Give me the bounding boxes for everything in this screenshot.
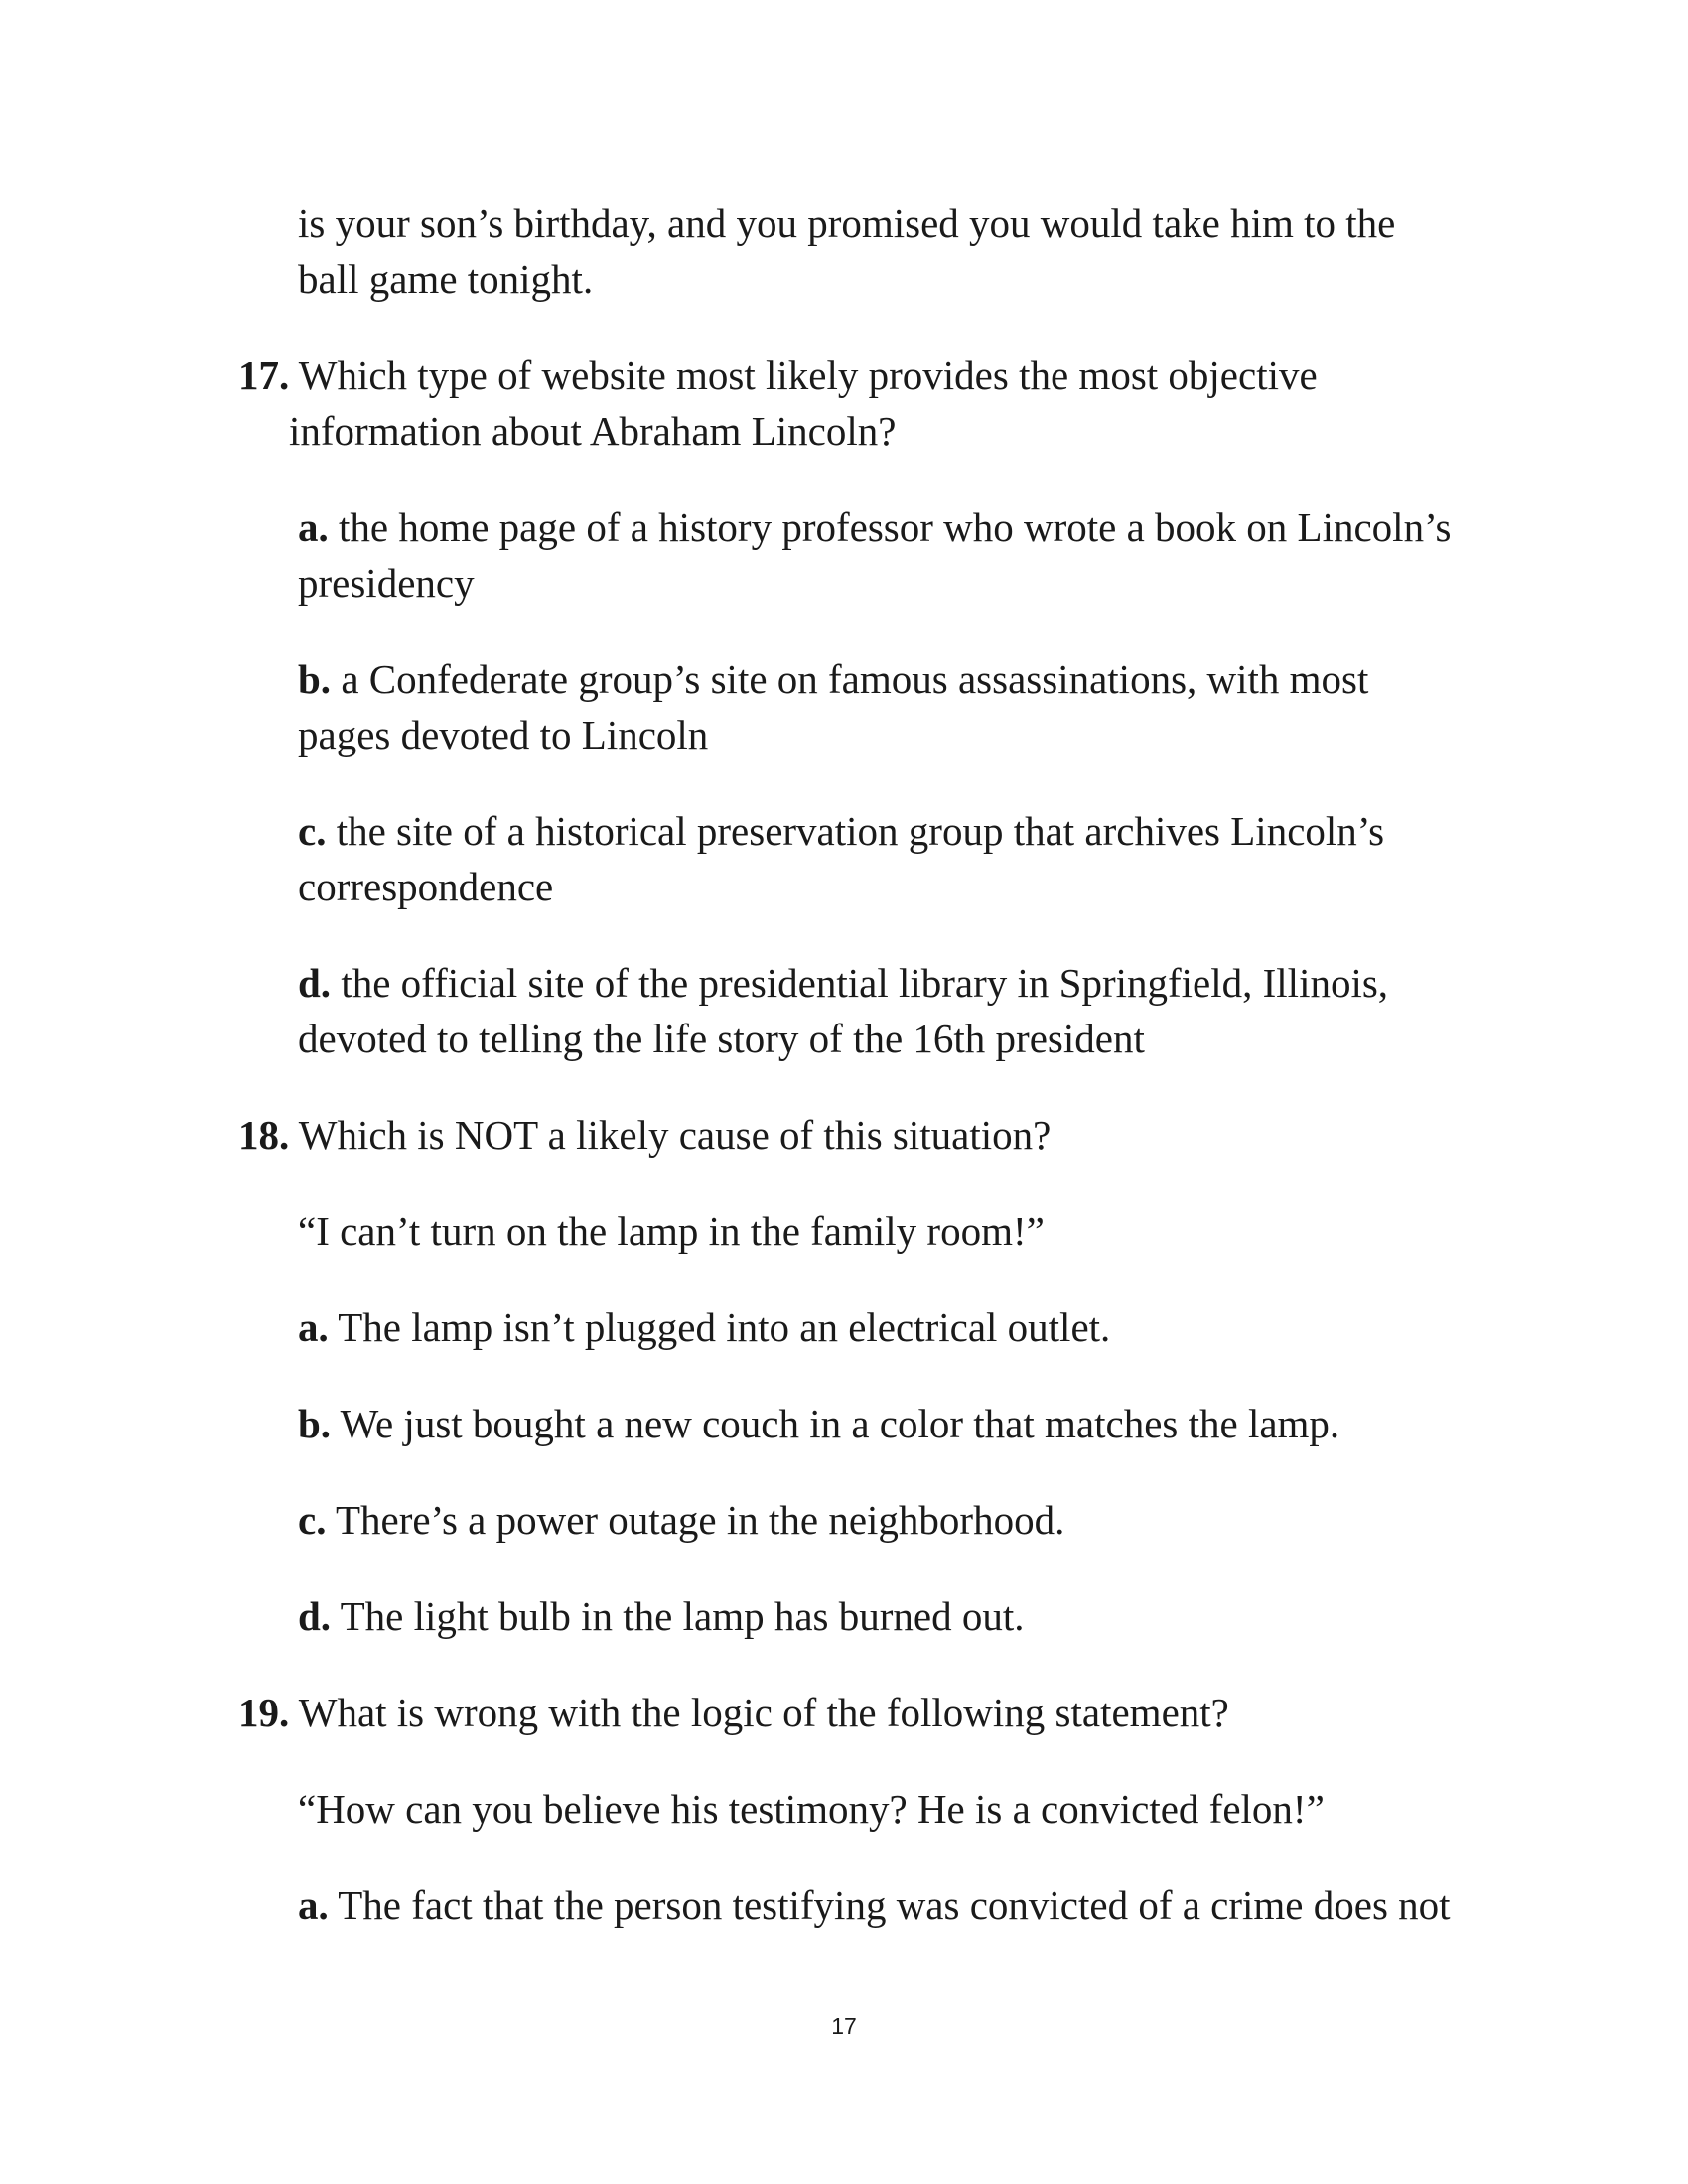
q17-option-b-text: a Confederate group’s site on famous assassinations, with most xyxy=(331,656,1369,702)
continuation-line-1: is your son’s birthday, and you promised you would take him to the xyxy=(298,201,1396,246)
q18-option-c-text: There’s a power outage in the neighborhood. xyxy=(326,1497,1065,1543)
q19-option-a xyxy=(298,1877,1451,1933)
q17-option-d-text: the official site of the presidential library in Springfield, Illinois, xyxy=(331,960,1389,1006)
q18-option-a-text: The lamp isn’t plugged into an electrical outlet. xyxy=(328,1304,1111,1350)
question-17-line-1 xyxy=(238,347,1318,403)
q18-option-d-letter: d. xyxy=(298,1593,332,1639)
q17-option-b-letter: b. xyxy=(298,656,332,702)
q19-option-a-text: The fact that the person testifying was convicted of a crime does not xyxy=(328,1882,1451,1928)
q17-option-d xyxy=(298,955,1388,1011)
q17-option-a xyxy=(298,499,1451,555)
question-18 xyxy=(238,1107,1051,1162)
q17-option-a-line-2: presidency xyxy=(298,560,475,606)
q18-option-c xyxy=(298,1492,1064,1548)
continuation-line-2: ball game tonight. xyxy=(298,256,594,302)
question-18-number: 18. xyxy=(238,1112,290,1158)
q18-option-a xyxy=(298,1299,1110,1355)
question-17-text: Which type of website most likely provides the most objective xyxy=(289,352,1318,398)
q18-option-c-letter: c. xyxy=(298,1497,327,1543)
question-19-quote: “How can you believe his testimony? He is a convicted felon!” xyxy=(298,1786,1325,1832)
question-19 xyxy=(238,1685,1229,1740)
q18-option-b-text: We just bought a new couch in a color that matches the lamp. xyxy=(331,1401,1340,1446)
q18-option-b-letter: b. xyxy=(298,1401,332,1446)
q18-option-a-letter: a. xyxy=(298,1304,329,1350)
q18-option-b xyxy=(298,1396,1339,1451)
q17-option-c-text: the site of a historical preservation group that archives Lincoln’s xyxy=(326,808,1385,854)
q17-option-c xyxy=(298,803,1384,859)
question-19-text: What is wrong with the logic of the following statement? xyxy=(289,1690,1229,1735)
page-number: 17 xyxy=(831,2013,857,2039)
q17-option-a-letter: a. xyxy=(298,504,329,550)
q19-option-a-letter: a. xyxy=(298,1882,329,1928)
q17-option-b xyxy=(298,651,1368,707)
q18-option-d-text: The light bulb in the lamp has burned out. xyxy=(331,1593,1025,1639)
q17-option-c-line-2: correspondence xyxy=(298,864,554,909)
question-19-number: 19. xyxy=(238,1690,290,1735)
q17-option-d-letter: d. xyxy=(298,960,332,1006)
question-17-line-2: information about Abraham Lincoln? xyxy=(289,408,897,454)
question-18-text: Which is NOT a likely cause of this situation? xyxy=(289,1112,1052,1158)
question-18-quote: “I can’t turn on the lamp in the family room!” xyxy=(298,1208,1045,1254)
q17-option-b-line-2: pages devoted to Lincoln xyxy=(298,712,709,757)
q17-option-d-line-2: devoted to telling the life story of the 16th president xyxy=(298,1016,1145,1061)
q17-option-a-text: the home page of a history professor who wrote a book on Lincoln’s xyxy=(328,504,1452,550)
q17-option-c-letter: c. xyxy=(298,808,327,854)
question-17-number: 17. xyxy=(238,352,290,398)
q18-option-d xyxy=(298,1588,1024,1644)
